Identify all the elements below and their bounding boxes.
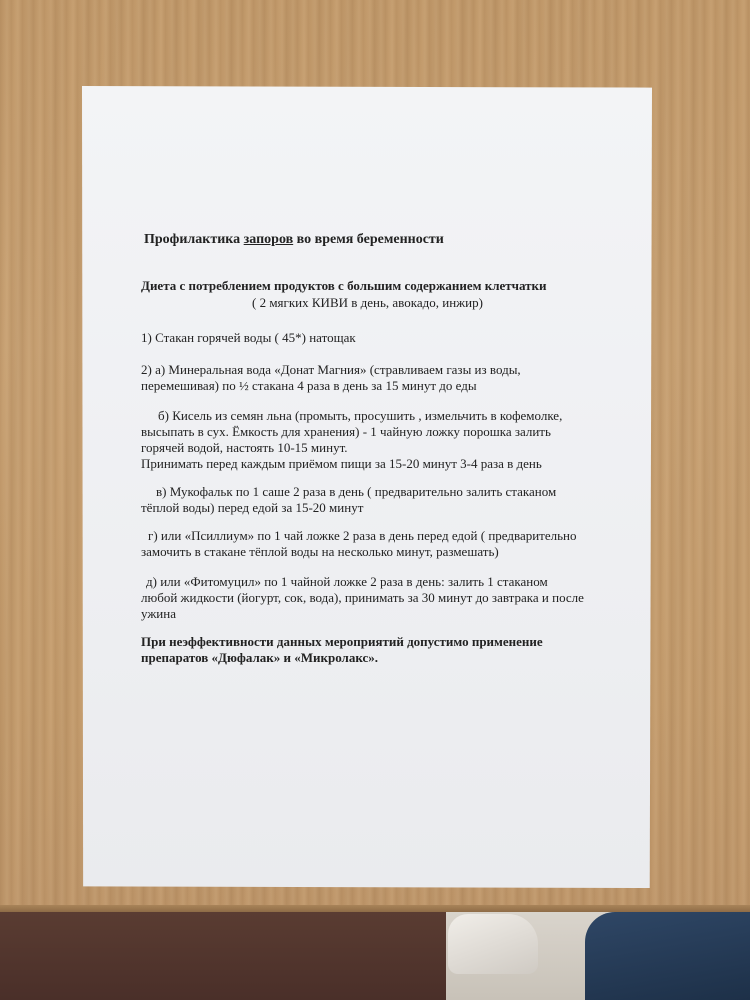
title-part-2: во время беременности xyxy=(293,232,444,247)
shoe xyxy=(448,914,538,974)
item-2v-line-2: тёплой воды) перед едой за 15-20 минут xyxy=(141,500,364,515)
item-2v-line-1: в) Мукофальк по 1 саше 2 раза в день ( предварительно залить стаканом xyxy=(156,484,557,499)
item-2g-line-1: г) или «Псиллиум» по 1 чай ложке 2 раза в день перед едой ( предварительно xyxy=(148,528,577,543)
item-2d-line-1: д) или «Фитомуцил» по 1 чайной ложке 2 раза в день: залить 1 стаканом xyxy=(146,574,548,589)
item-1: 1) Стакан горячей воды ( 45*) натощак xyxy=(141,330,356,345)
item-2b-line-3: горячей водой, настоять 10-15 минут. xyxy=(141,440,348,455)
jeans xyxy=(585,912,750,1000)
title-underlined-word: запоров xyxy=(243,232,294,247)
footer-line-1: При неэффективности данных мероприятий допустимо применение xyxy=(141,634,543,649)
item-2b-line-4: Принимать перед каждым приёмом пищи за 15-20 минут 3-4 раза в день xyxy=(141,456,542,471)
diet-heading: Диета с потреблением продуктов с большим содержанием клетчатки xyxy=(141,278,547,293)
diet-subheading: ( 2 мягких КИВИ в день, авокадо, инжир) xyxy=(252,295,483,310)
footer-line-2: препаратов «Дюфалак» и «Микролакс». xyxy=(141,650,379,665)
item-2b-line-2: высыпать в сух. Ёмкость для хранения) - 1 чайную ложку порошка залить xyxy=(141,424,551,439)
item-2b-line-1: б) Кисель из семян льна (промыть, просушить , измельчить в кофемолке, xyxy=(158,408,563,423)
item-2a-line-2: перемешивая) по ½ стакана 4 раза в день за 15 минут до еды xyxy=(141,378,477,393)
item-2d-line-3: ужина xyxy=(141,606,176,621)
title-part-1: Профилактика xyxy=(144,232,244,247)
item-2g-line-2: замочить в стакане тёплой воды на несколько минут, размешать) xyxy=(141,544,499,559)
item-2a-line-1: 2) а) Минеральная вода «Донат Магния» (стравливаем газы из воды, xyxy=(141,362,521,377)
document-title xyxy=(144,232,444,248)
item-2d-line-2: любой жидкости (йогурт, сок, вода), принимать за 30 минут до завтрака и после xyxy=(141,590,584,605)
